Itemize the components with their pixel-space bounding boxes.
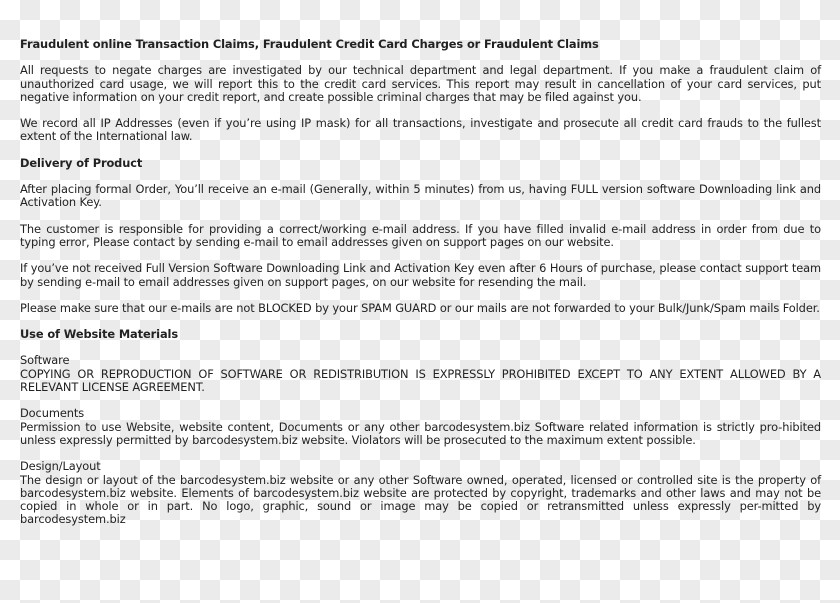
materials-block-documents xyxy=(20,407,821,447)
block-title-documents: Documents xyxy=(20,406,85,421)
block-text-design: The design or layout of the barcodesystem.biz website or any other Software owned, operated, licensed or controlled site is the property of barcodesystem.biz website. Elements of barcodesystem.biz website are protected by copyright, trademarks and other laws and may not be copied in whole or in part. No logo, graphic, sound or image may be copied or retransmitted unless expressly per-mitted by barcodesystem.biz xyxy=(20,472,821,527)
section-heading-delivery: Delivery of Product xyxy=(20,155,143,170)
block-title-software: Software xyxy=(20,353,70,368)
block-title-design: Design/Layout xyxy=(20,459,101,474)
block-text-documents: Permission to use Website, website content, Documents or any other barcodesystem.biz Software related information is strictly pro-hibited unless expressly permitted by barcodesystem.biz website. Violators will be prosecuted to the maximum extent possible. xyxy=(20,419,821,447)
block-text-software: COPYING OR REPRODUCTION OF SOFTWARE OR REDISTRIBUTION IS EXPRESSLY PROHIBITED EXCEPT TO ANY EXTENT ALLOWED BY A RELEVANT LICENSE AGREEMENT. xyxy=(20,366,821,395)
fraud-paragraph-1: All requests to negate charges are investigated by our technical department and legal department. If you make a fraudulent claim of unauthorized card usage, we will report this to the credit card services. This report may result in cancellation of your card services, put negative information on your credit report, and create possible criminal charges that may be filed against you. xyxy=(20,63,821,104)
materials-block-software xyxy=(20,354,821,394)
fraud-paragraph-2: We record all IP Addresses (even if you’re using IP mask) for all transactions, investigate and prosecute all credit card frauds to the fullest extent of the International law. xyxy=(20,116,821,144)
delivery-paragraph-3: If you’ve not received Full Version Software Downloading Link and Activation Key even after 6 Hours of purchase, please contact support team by sending e-mail to email addresses given on support pages, on our website for resending the mail. xyxy=(20,261,821,289)
delivery-paragraph-4: Please make sure that our e-mails are not BLOCKED by your SPAM GUARD or our mails are not forwarded to your Bulk/Junk/Spam mails Folder. xyxy=(20,300,820,315)
section-heading-materials: Use of Website Materials xyxy=(20,327,179,342)
delivery-paragraph-2: The customer is responsible for providing a correct/working e-mail address. If you have filled invalid e-mail address in order from due to typing error, Please contact by sending e-mail to email addresses given on support pages on our website. xyxy=(20,221,821,249)
materials-block-design xyxy=(20,460,821,526)
terms-document xyxy=(20,38,821,540)
section-heading-fraud: Fraudulent online Transaction Claims, Fraudulent Credit Card Charges or Fraudulent Claims xyxy=(20,37,599,51)
delivery-paragraph-1: After placing formal Order, You’ll receive an e-mail (Generally, within 5 minutes) from us, having FULL version software Downloading link and Activation Key. xyxy=(20,182,821,210)
